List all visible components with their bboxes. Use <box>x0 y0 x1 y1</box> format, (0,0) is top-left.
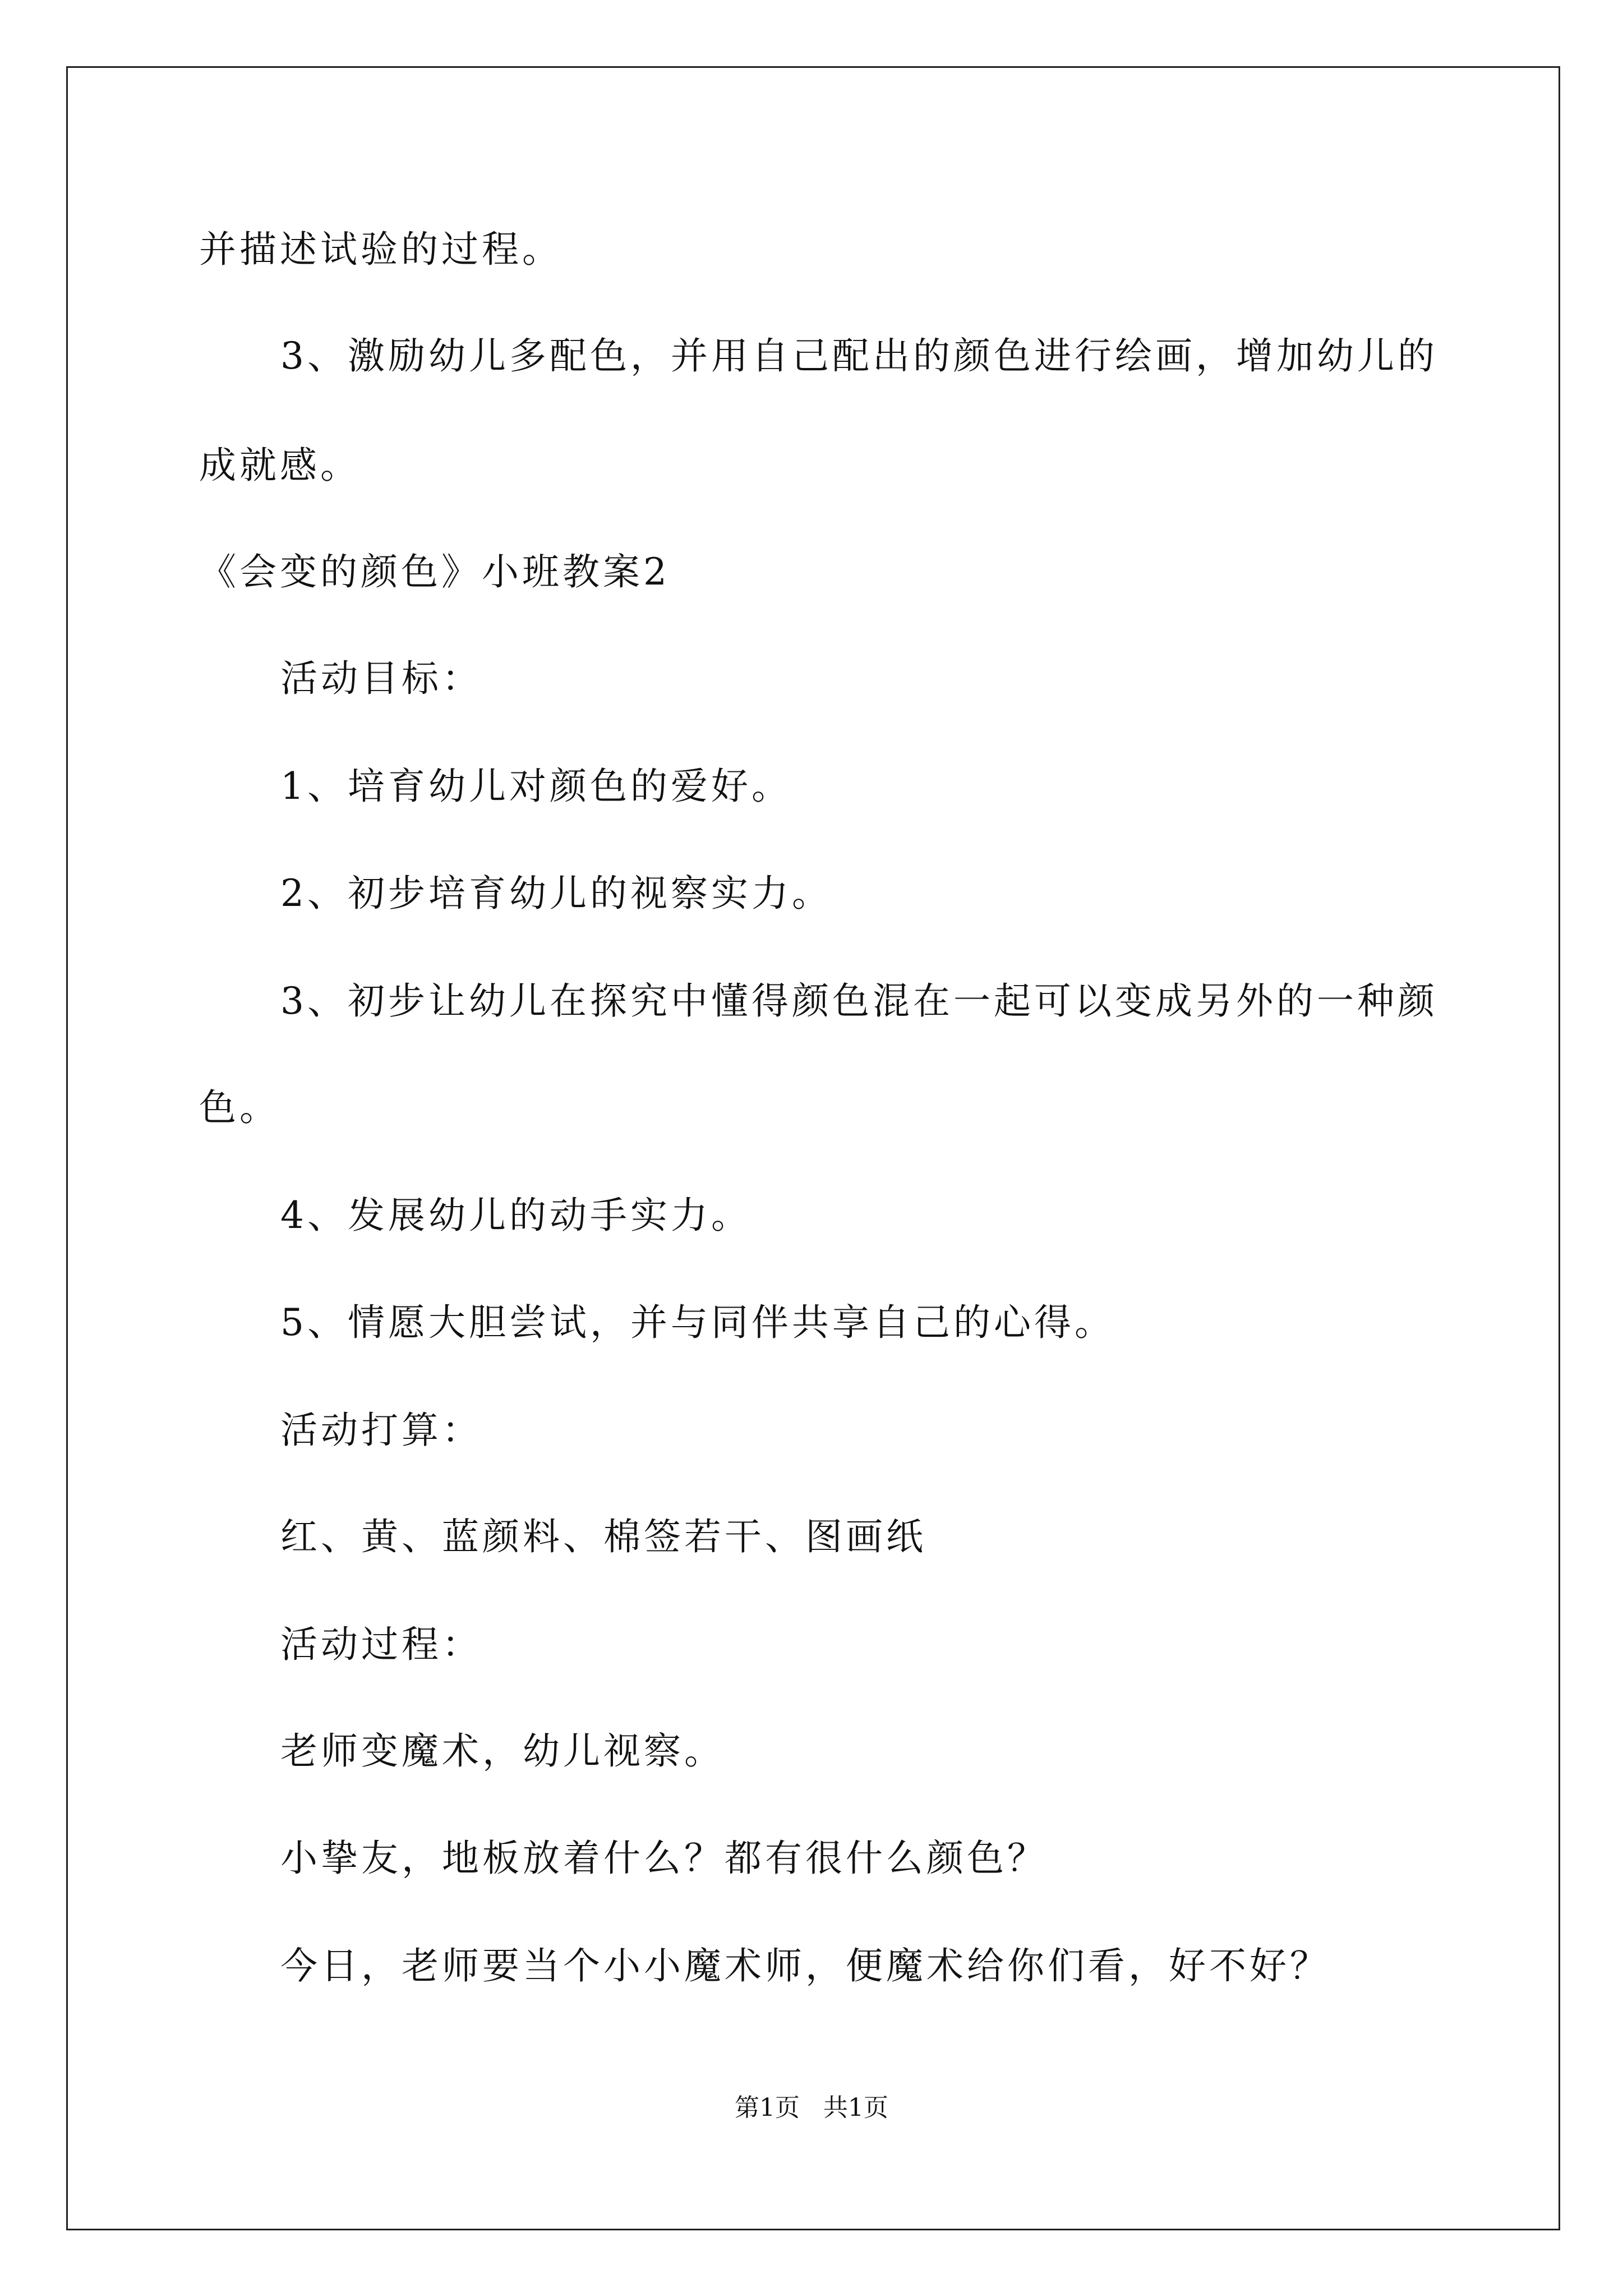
text-line: 色。 <box>199 1086 280 1129</box>
text-line: 红、黄、蓝颜料、棉签若干、图画纸 <box>280 1515 926 1558</box>
text-line: 3、初步让幼儿在探究中懂得颜色混在一起可以变成另外的一种颜 <box>280 979 1438 1023</box>
text-line: 5、情愿大胆尝试，并与同伴共享自己的心得。 <box>280 1301 1115 1344</box>
text-line: 4、发展幼儿的动手实力。 <box>280 1194 751 1237</box>
text-line: 3、激励幼儿多配色，并用自己配出的颜色进行绘画，增加幼儿的 <box>280 334 1438 378</box>
page-total: 共1页 <box>823 2093 888 2122</box>
text-line: 2、初步培育幼儿的视察实力。 <box>280 872 832 915</box>
text-line: 今日，老师要当个小小魔术师，便魔术给你们看，好不好？ <box>280 1944 1330 1987</box>
page-number: 第1页 <box>735 2093 800 2122</box>
text-line: 并描述试验的过程。 <box>199 228 562 271</box>
text-line: 活动目标： <box>280 657 482 700</box>
text-line: 小挚友，地板放着什么？都有很什么颜色？ <box>280 1837 1048 1880</box>
text-line: 成就感。 <box>199 444 361 487</box>
section-heading: 《会变的颜色》小班教案2 <box>199 550 670 593</box>
text-line: 1、培育幼儿对颜色的爱好。 <box>280 765 792 808</box>
text-line: 活动打算： <box>280 1409 482 1452</box>
page-footer <box>0 2092 1623 2124</box>
page-border <box>66 66 1560 2230</box>
text-line: 老师变魔术，幼儿视察。 <box>280 1729 725 1773</box>
text-line: 活动过程： <box>280 1623 482 1666</box>
